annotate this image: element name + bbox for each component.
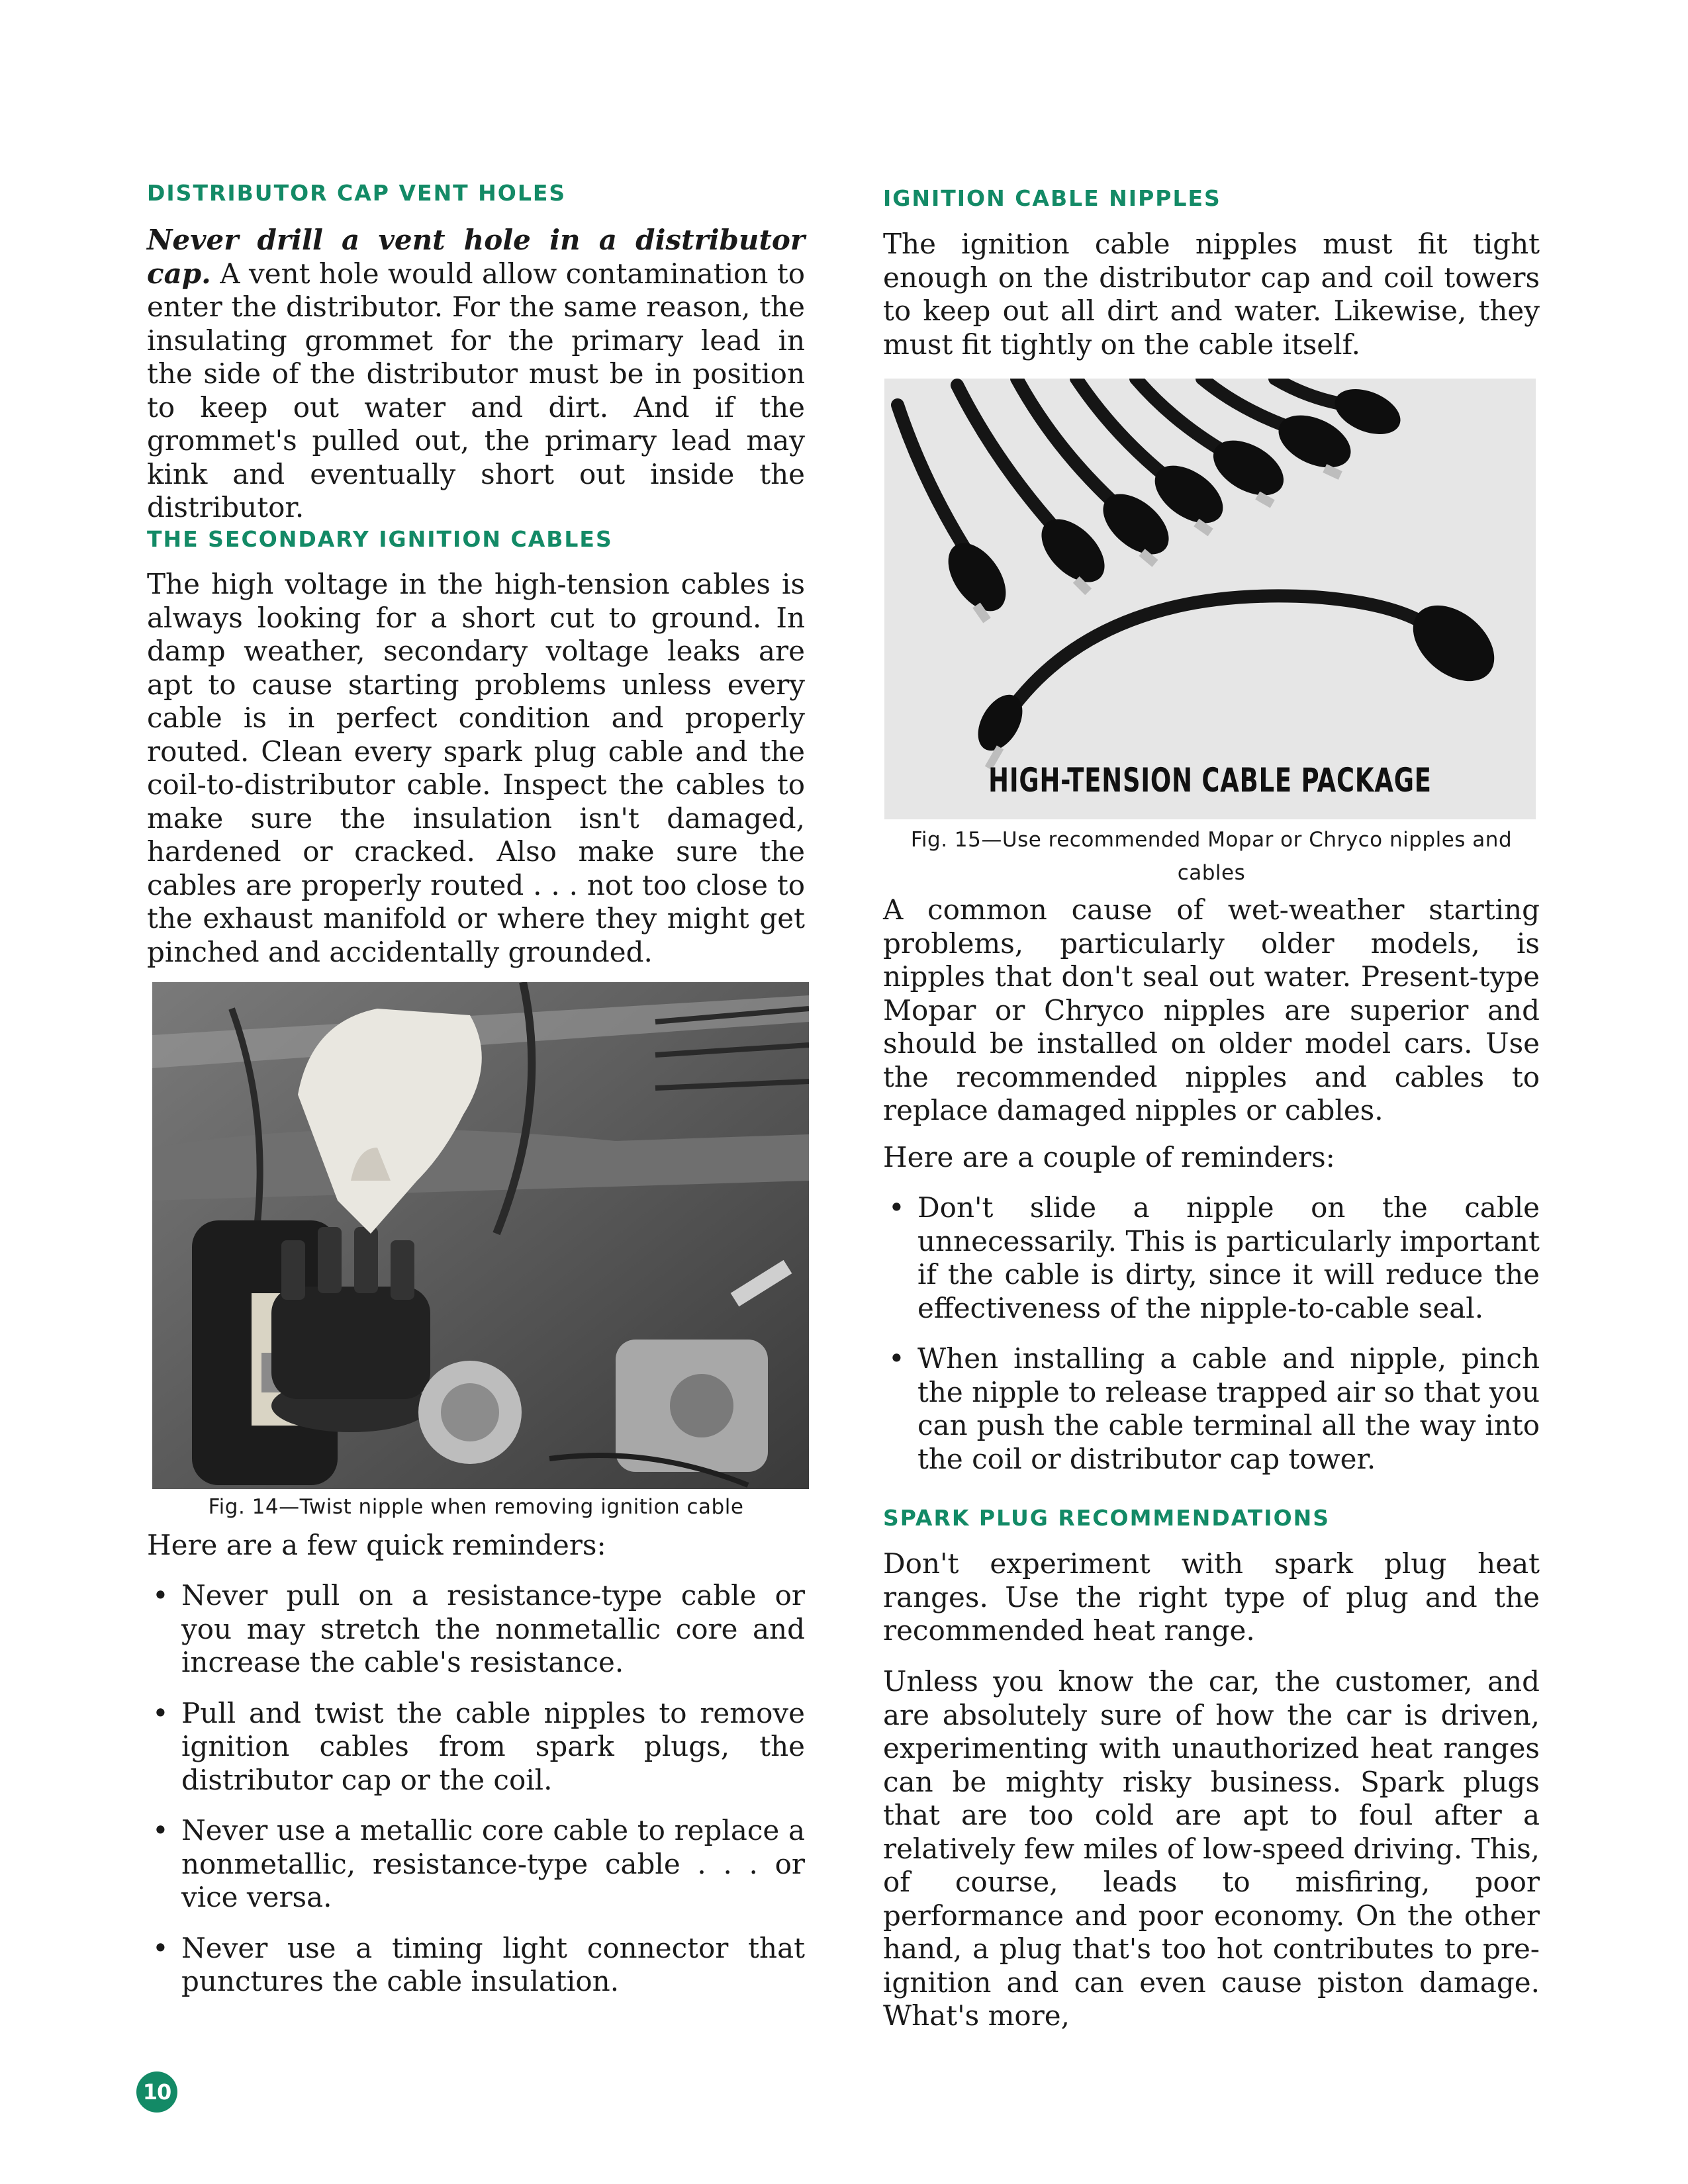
fig15-photo-label: HIGH-TENSION CABLE PACKAGE xyxy=(988,761,1432,799)
fig14-photo xyxy=(152,982,809,1489)
list-item: • Don't slide a nipple on the cable unnecessarily. This is particularly important if the cable is dirty, since it will reduce the effectiveness of the nipple-to-cable seal. xyxy=(883,1191,1540,1325)
section-heading-secondary-ignition-cables: THE SECONDARY IGNITION CABLES xyxy=(147,526,613,552)
section-heading-spark-plug-recommendations: SPARK PLUG RECOMMENDATIONS xyxy=(883,1505,1331,1531)
list-item: • Never use a metallic core cable to replace a nonmetallic, resistance-type cable . . . or vice versa. xyxy=(147,1814,805,1915)
spark-plug-paragraph-2: Unless you know the car, the customer, and are absolutely sure of how the car is driven, experimenting with unauthorized heat ranges can be mighty risky business. Spark plugs that are too cold are apt to foul after a relatively few miles of low-speed driving. This, of course, leads to misfiring, poor performance and poor economy. On the other hand, a plug that's too hot contributes to pre-ignition and can even cause piston damage. What's more, xyxy=(883,1665,1540,2032)
list-item: • Pull and twist the cable nipples to remove ignition cables from spark plugs, the distributor cap or the coil. xyxy=(147,1697,805,1797)
list-item: • When installing a cable and nipple, pinch the nipple to release trapped air so that you can push the cable terminal all the way into the coil or distributor cap tower. xyxy=(883,1342,1540,1476)
secondary-cables-paragraph: The high voltage in the high-tension cables is always looking for a short cut to ground. In damp weather, secondary voltage leaks are apt to cause starting problems unless every cable is in perfect condition and properly routed. Clean every spark plug cable and the coil-to-distributor cable. Inspect the cables to make sure the insulation isn't damaged, hardened or cracked. Also make sure the cables are properly routed . . . not too close to the exhaust manifold or where they might get pinched and accidentally grounded. xyxy=(147,568,805,968)
lead-emphasis: Never drill a vent hole in a distributor cap. xyxy=(147,224,805,290)
right-reminders-intro: Here are a couple of reminders: xyxy=(883,1141,1335,1173)
left-reminders-intro: Here are a few quick reminders: xyxy=(147,1529,606,1561)
right-reminders-list xyxy=(883,1191,1540,1476)
ignition-nipples-paragraph: The ignition cable nipples must fit tight enough on the distributor cap and coil towers to keep out all dirt and water. Likewise, they must fit tightly on the cable itself. xyxy=(883,228,1540,361)
section-heading-distributor-cap-vent-holes: DISTRIBUTOR CAP VENT HOLES xyxy=(147,180,567,206)
list-item: • Never pull on a resistance-type cable or you may stretch the nonmetallic core and increase the cable's resistance. xyxy=(147,1579,805,1680)
page-number-badge: 10 xyxy=(136,2071,177,2113)
wet-weather-paragraph: A common cause of wet-weather starting problems, particularly older models, is nipples that don't seal out water. Present-type Mopar or Chryco nipples are superior and should be installed on older model cars. Use the recommended nipples and cables to replace damaged nipples or cables. xyxy=(883,893,1540,1126)
distributor-cap-body: A vent hole would allow contamination to enter the distributor. For the same reason, the insulating grommet for the primary lead in the side of the distributor must be in position to keep out water and dirt. And if the grommet's pulled out, the primary lead may kink and eventually short out inside the distributor. xyxy=(147,257,805,523)
fig15-caption: Fig. 15—Use recommended Mopar or Chryco nipples and cables xyxy=(910,828,1513,885)
spark-plug-paragraph-1: Don't experiment with spark plug heat ranges. Use the right type of plug and the recommended heat range. xyxy=(883,1547,1540,1647)
left-reminders-list xyxy=(147,1579,805,1999)
list-item: • Never use a timing light connector that punctures the cable insulation. xyxy=(147,1932,805,1999)
fig14-photo-illustration xyxy=(152,982,809,1489)
section-heading-ignition-cable-nipples: IGNITION CABLE NIPPLES xyxy=(883,185,1221,211)
distributor-cap-paragraph xyxy=(147,224,805,525)
fig15-cable-illustration xyxy=(884,379,1536,819)
fig14-caption: Fig. 14—Twist nipple when removing ignition cable xyxy=(208,1495,744,1519)
fig15-photo xyxy=(884,379,1536,819)
